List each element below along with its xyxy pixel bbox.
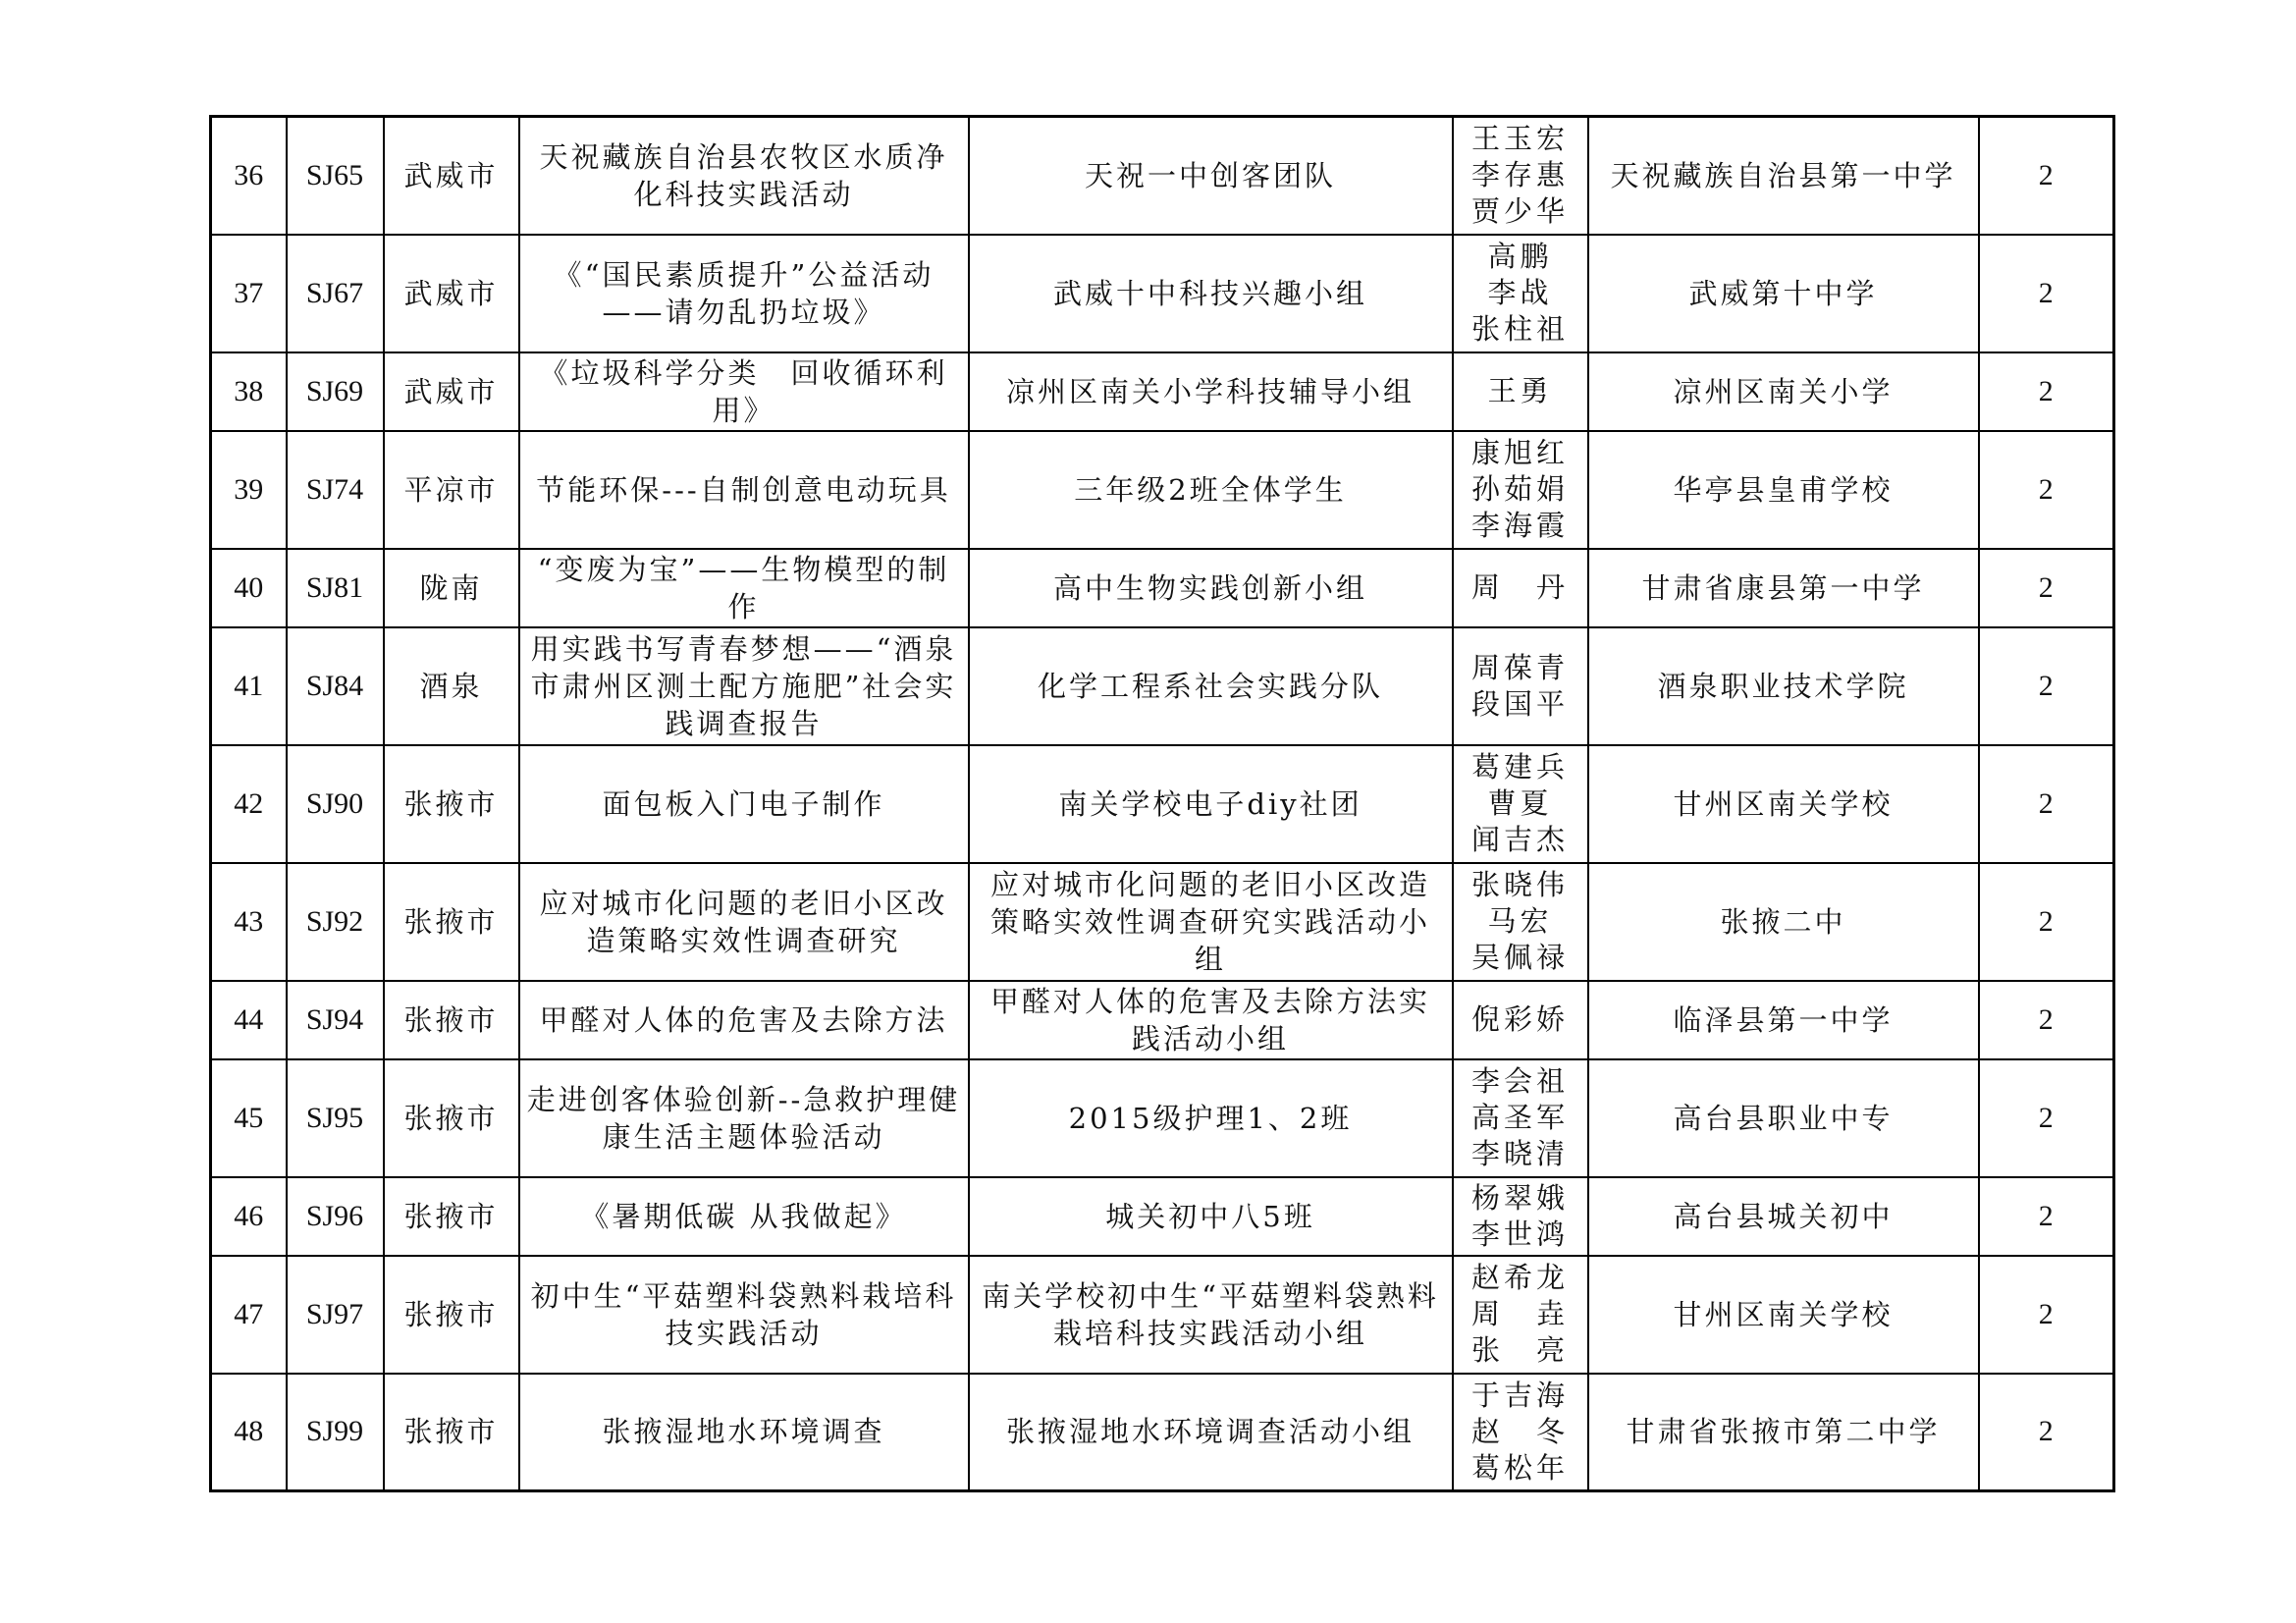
award-level: 2 — [2038, 669, 2054, 702]
table-row — [211, 627, 2114, 745]
award-level: 2 — [2038, 1002, 2054, 1036]
advisors-cell — [1453, 981, 1588, 1059]
school-name-cell — [1588, 1256, 1979, 1374]
region-cell — [384, 745, 519, 863]
project-title-cell — [519, 863, 969, 981]
region: 张掖市 — [403, 1101, 499, 1135]
table-row — [211, 1256, 2114, 1374]
region: 陇南 — [419, 570, 483, 605]
project-title-cell — [519, 1059, 969, 1177]
award-level: 2 — [2038, 374, 2054, 407]
row-number: 38 — [234, 374, 264, 407]
advisor-name: 孙茹娟 — [1470, 472, 1569, 506]
team-name-cell — [969, 1177, 1453, 1256]
advisor-name: 杨翠娥 — [1470, 1180, 1569, 1215]
advisor-name: 葛松年 — [1470, 1450, 1569, 1485]
award-level-cell — [1979, 235, 2114, 352]
region-cell — [384, 549, 519, 627]
project-code: SJ92 — [305, 904, 364, 938]
award-level: 2 — [2038, 276, 2054, 309]
row-number-cell — [211, 981, 287, 1059]
region-cell — [384, 1059, 519, 1177]
team-name-cell — [969, 1059, 1453, 1177]
award-level-cell — [1979, 1374, 2114, 1491]
advisor-name: 周 垚 — [1470, 1297, 1569, 1330]
row-number: 39 — [234, 472, 264, 506]
project-code-cell — [287, 981, 384, 1059]
project-title: 初中生“平菇塑料袋熟料栽培科技实践活动 — [530, 1278, 957, 1350]
row-number-cell — [211, 549, 287, 627]
award-level: 2 — [2038, 1101, 2054, 1134]
team-name: 城关初中八5班 — [1105, 1199, 1315, 1233]
advisors-cell — [1453, 549, 1588, 627]
advisor-name: 段国平 — [1470, 686, 1569, 721]
table-row — [211, 117, 2114, 235]
advisor-name: 王玉宏 — [1470, 122, 1569, 156]
advisors-cell — [1453, 431, 1588, 549]
team-name: 武威十中科技兴趣小组 — [1052, 276, 1367, 310]
project-code: SJ65 — [305, 158, 364, 191]
team-name: 凉州区南关小学科技辅导小组 — [1005, 374, 1415, 408]
team-name-cell — [969, 1374, 1453, 1491]
school-name: 天祝藏族自治县第一中学 — [1610, 158, 1956, 192]
region-cell — [384, 1177, 519, 1256]
advisor-name: 李海霞 — [1470, 509, 1569, 542]
advisor-name: 曹夏 — [1487, 786, 1553, 820]
team-name: 高中生物实践创新小组 — [1052, 570, 1367, 605]
school-name: 凉州区南关小学 — [1673, 374, 1894, 408]
team-name: 甲醛对人体的危害及去除方法实践活动小组 — [989, 984, 1430, 1055]
school-name-cell — [1588, 117, 1979, 235]
advisor-name: 高圣军 — [1470, 1101, 1569, 1134]
row-number-cell — [211, 235, 287, 352]
row-number: 43 — [234, 904, 264, 938]
advisor-name: 于吉海 — [1470, 1378, 1569, 1412]
award-level-cell — [1979, 1059, 2114, 1177]
project-code: SJ84 — [305, 669, 364, 702]
table-row — [211, 745, 2114, 863]
school-name: 甘州区南关学校 — [1673, 786, 1894, 821]
row-number-cell — [211, 627, 287, 745]
region-cell — [384, 1374, 519, 1491]
advisor-name: 李存惠 — [1470, 158, 1569, 192]
region: 张掖市 — [403, 1199, 499, 1233]
team-name-cell — [969, 117, 1453, 235]
team-name-cell — [969, 1256, 1453, 1374]
advisors-cell — [1453, 352, 1588, 431]
row-number-cell — [211, 117, 287, 235]
award-level: 2 — [2038, 1415, 2054, 1448]
project-code-cell — [287, 863, 384, 981]
award-level-cell — [1979, 627, 2114, 745]
advisor-name: 周葆青 — [1470, 650, 1569, 684]
project-title: 走进创客体验创新--急救护理健康生活主题体验活动 — [526, 1082, 961, 1154]
team-name: 天祝一中创客团队 — [1084, 158, 1336, 192]
project-code: SJ74 — [305, 472, 364, 506]
team-name-cell — [969, 863, 1453, 981]
row-number-cell — [211, 431, 287, 549]
project-title: 《垃圾科学分类 回收循环利用》 — [539, 355, 948, 427]
region-cell — [384, 235, 519, 352]
row-number: 37 — [234, 276, 264, 309]
school-name-cell — [1588, 431, 1979, 549]
project-title-cell — [519, 352, 969, 431]
project-title: 面包板入门电子制作 — [602, 786, 885, 821]
project-title: 应对城市化问题的老旧小区改造策略实效性调查研究 — [539, 886, 948, 957]
project-code-cell — [287, 549, 384, 627]
advisor-name: 吴佩禄 — [1470, 941, 1569, 974]
award-level-cell — [1979, 352, 2114, 431]
school-name-cell — [1588, 352, 1979, 431]
school-name-cell — [1588, 235, 1979, 352]
project-code: SJ99 — [305, 1415, 364, 1448]
advisor-name: 康旭红 — [1470, 436, 1569, 469]
award-level: 2 — [2038, 786, 2054, 820]
row-number: 44 — [234, 1002, 264, 1036]
region-cell — [384, 431, 519, 549]
award-level: 2 — [2038, 904, 2054, 938]
advisor-name: 葛建兵 — [1470, 750, 1569, 784]
advisors-cell — [1453, 1374, 1588, 1491]
project-code: SJ95 — [305, 1101, 364, 1134]
project-code: SJ90 — [305, 786, 364, 820]
row-number: 48 — [234, 1415, 264, 1448]
row-number: 46 — [234, 1199, 264, 1232]
team-name-cell — [969, 549, 1453, 627]
award-level-cell — [1979, 549, 2114, 627]
region: 武威市 — [403, 374, 499, 408]
school-name-cell — [1588, 627, 1979, 745]
team-name-cell — [969, 981, 1453, 1059]
team-name: 三年级2班全体学生 — [1074, 472, 1347, 507]
award-level: 2 — [2038, 1199, 2054, 1232]
row-number-cell — [211, 745, 287, 863]
school-name: 甘肃省张掖市第二中学 — [1626, 1415, 1941, 1449]
team-name-cell — [969, 745, 1453, 863]
project-title-cell — [519, 235, 969, 352]
project-code: SJ97 — [305, 1297, 364, 1330]
school-name: 甘肃省康县第一中学 — [1641, 570, 1925, 605]
project-title-cell — [519, 627, 969, 745]
region: 武威市 — [403, 276, 499, 310]
school-name-cell — [1588, 549, 1979, 627]
row-number: 42 — [234, 786, 264, 820]
project-code-cell — [287, 627, 384, 745]
award-level-cell — [1979, 1256, 2114, 1374]
project-code-cell — [287, 745, 384, 863]
advisor-name: 李晓清 — [1470, 1137, 1569, 1170]
project-title: 《“国民素质提升”公益活动——请勿乱扔垃圾》 — [553, 257, 934, 329]
project-title-cell — [519, 981, 969, 1059]
advisor-name: 赵希龙 — [1470, 1261, 1569, 1294]
school-name: 武威第十中学 — [1688, 276, 1878, 310]
row-number: 41 — [234, 669, 264, 702]
project-title: 用实践书写青春梦想——“酒泉市肃州区测土配方施肥”社会实践调查报告 — [530, 631, 957, 740]
advisor-name: 王勇 — [1487, 374, 1553, 407]
project-title: 张掖湿地水环境调查 — [602, 1415, 885, 1449]
award-level-cell — [1979, 1177, 2114, 1256]
award-level: 2 — [2038, 570, 2054, 604]
project-code-cell — [287, 1256, 384, 1374]
award-level: 2 — [2038, 472, 2054, 506]
project-title-cell — [519, 1177, 969, 1256]
project-code-cell — [287, 1177, 384, 1256]
project-title: “变废为宝”——生物模型的制作 — [537, 552, 950, 623]
project-code: SJ94 — [305, 1002, 364, 1036]
advisor-name: 张柱祖 — [1470, 312, 1569, 346]
row-number: 47 — [234, 1297, 264, 1330]
advisor-name: 倪彩娇 — [1470, 1002, 1569, 1036]
region: 张掖市 — [403, 1002, 499, 1037]
project-code: SJ96 — [305, 1199, 364, 1232]
advisor-name: 周 丹 — [1470, 570, 1569, 604]
project-code: SJ81 — [305, 570, 364, 604]
school-name-cell — [1588, 1059, 1979, 1177]
project-title: 甲醛对人体的危害及去除方法 — [539, 1002, 948, 1037]
region: 张掖市 — [403, 1297, 499, 1331]
advisor-name: 李世鸿 — [1470, 1217, 1569, 1251]
region: 张掖市 — [403, 904, 499, 939]
project-code-cell — [287, 352, 384, 431]
project-code-cell — [287, 235, 384, 352]
region-cell — [384, 863, 519, 981]
region-cell — [384, 117, 519, 235]
award-level-cell — [1979, 981, 2114, 1059]
table-row — [211, 863, 2114, 981]
school-name: 甘州区南关学校 — [1673, 1297, 1894, 1331]
school-name: 华亭县皇甫学校 — [1673, 472, 1894, 507]
project-title-cell — [519, 431, 969, 549]
award-level: 2 — [2038, 1297, 2054, 1330]
school-name-cell — [1588, 863, 1979, 981]
table-row — [211, 549, 2114, 627]
team-name: 南关学校初中生“平菇塑料袋熟料栽培科技实践活动小组 — [982, 1278, 1439, 1350]
award-level-cell — [1979, 745, 2114, 863]
school-name-cell — [1588, 1177, 1979, 1256]
table-row — [211, 1374, 2114, 1491]
row-number-cell — [211, 1059, 287, 1177]
award-level-cell — [1979, 863, 2114, 981]
project-code-cell — [287, 1374, 384, 1491]
award-level-cell — [1979, 117, 2114, 235]
table-row — [211, 981, 2114, 1059]
team-name-cell — [969, 431, 1453, 549]
region: 平凉市 — [403, 472, 499, 507]
row-number: 45 — [234, 1101, 264, 1134]
awards-table — [209, 115, 2115, 1492]
advisors-cell — [1453, 117, 1588, 235]
row-number: 36 — [234, 158, 264, 191]
project-title-cell — [519, 1374, 969, 1491]
region-cell — [384, 352, 519, 431]
project-title-cell — [519, 117, 969, 235]
table-row — [211, 1177, 2114, 1256]
school-name: 酒泉职业技术学院 — [1657, 669, 1909, 703]
school-name-cell — [1588, 1374, 1979, 1491]
row-number-cell — [211, 1177, 287, 1256]
advisors-cell — [1453, 1256, 1588, 1374]
team-name: 张掖湿地水环境调查活动小组 — [1005, 1415, 1415, 1449]
table-body — [211, 117, 2114, 1491]
table-row — [211, 352, 2114, 431]
region: 武威市 — [403, 158, 499, 192]
school-name: 高台县职业中专 — [1673, 1101, 1894, 1135]
advisor-name: 高鹏 — [1487, 240, 1553, 273]
advisor-name: 闻吉杰 — [1470, 823, 1569, 856]
advisor-name: 李会祖 — [1470, 1064, 1569, 1098]
project-code-cell — [287, 117, 384, 235]
advisor-name: 张晓伟 — [1470, 868, 1569, 901]
project-title: 天祝藏族自治县农牧区水质净化科技实践活动 — [539, 139, 948, 211]
region-cell — [384, 981, 519, 1059]
advisors-cell — [1453, 863, 1588, 981]
project-title: 节能环保---自制创意电动玩具 — [536, 472, 951, 507]
region-cell — [384, 627, 519, 745]
award-level-cell — [1979, 431, 2114, 549]
advisors-cell — [1453, 235, 1588, 352]
row-number: 40 — [234, 570, 264, 604]
table-row — [211, 1059, 2114, 1177]
project-code: SJ69 — [305, 374, 364, 407]
project-title-cell — [519, 549, 969, 627]
advisor-name: 李战 — [1487, 276, 1553, 309]
award-level: 2 — [2038, 158, 2054, 191]
team-name: 南关学校电子diy社团 — [1058, 786, 1362, 821]
school-name: 临泽县第一中学 — [1673, 1002, 1894, 1037]
project-code-cell — [287, 1059, 384, 1177]
team-name-cell — [969, 352, 1453, 431]
team-name: 应对城市化问题的老旧小区改造策略实效性调查研究实践活动小组 — [989, 867, 1430, 976]
advisor-name: 张 亮 — [1470, 1333, 1569, 1367]
region: 张掖市 — [403, 786, 499, 821]
team-name-cell — [969, 235, 1453, 352]
region-cell — [384, 1256, 519, 1374]
advisors-cell — [1453, 1059, 1588, 1177]
row-number-cell — [211, 352, 287, 431]
school-name-cell — [1588, 745, 1979, 863]
team-name-cell — [969, 627, 1453, 745]
team-name: 2015级护理1、2班 — [1068, 1101, 1353, 1135]
advisor-name: 贾少华 — [1470, 194, 1569, 229]
project-title-cell — [519, 745, 969, 863]
advisor-name: 赵 冬 — [1470, 1414, 1569, 1448]
advisors-cell — [1453, 745, 1588, 863]
row-number-cell — [211, 863, 287, 981]
row-number-cell — [211, 1374, 287, 1491]
row-number-cell — [211, 1256, 287, 1374]
table-row — [211, 431, 2114, 549]
advisors-cell — [1453, 1177, 1588, 1256]
region: 酒泉 — [419, 669, 483, 703]
table-row — [211, 235, 2114, 352]
school-name: 张掖二中 — [1720, 904, 1846, 939]
team-name: 化学工程系社会实践分队 — [1037, 669, 1383, 703]
region: 张掖市 — [403, 1415, 499, 1449]
school-name: 高台县城关初中 — [1673, 1199, 1894, 1233]
project-title-cell — [519, 1256, 969, 1374]
project-title: 《暑期低碳 从我做起》 — [580, 1199, 907, 1233]
project-code-cell — [287, 431, 384, 549]
project-code: SJ67 — [305, 276, 364, 309]
school-name-cell — [1588, 981, 1979, 1059]
advisors-cell — [1453, 627, 1588, 745]
advisor-name: 马宏 — [1487, 904, 1553, 938]
